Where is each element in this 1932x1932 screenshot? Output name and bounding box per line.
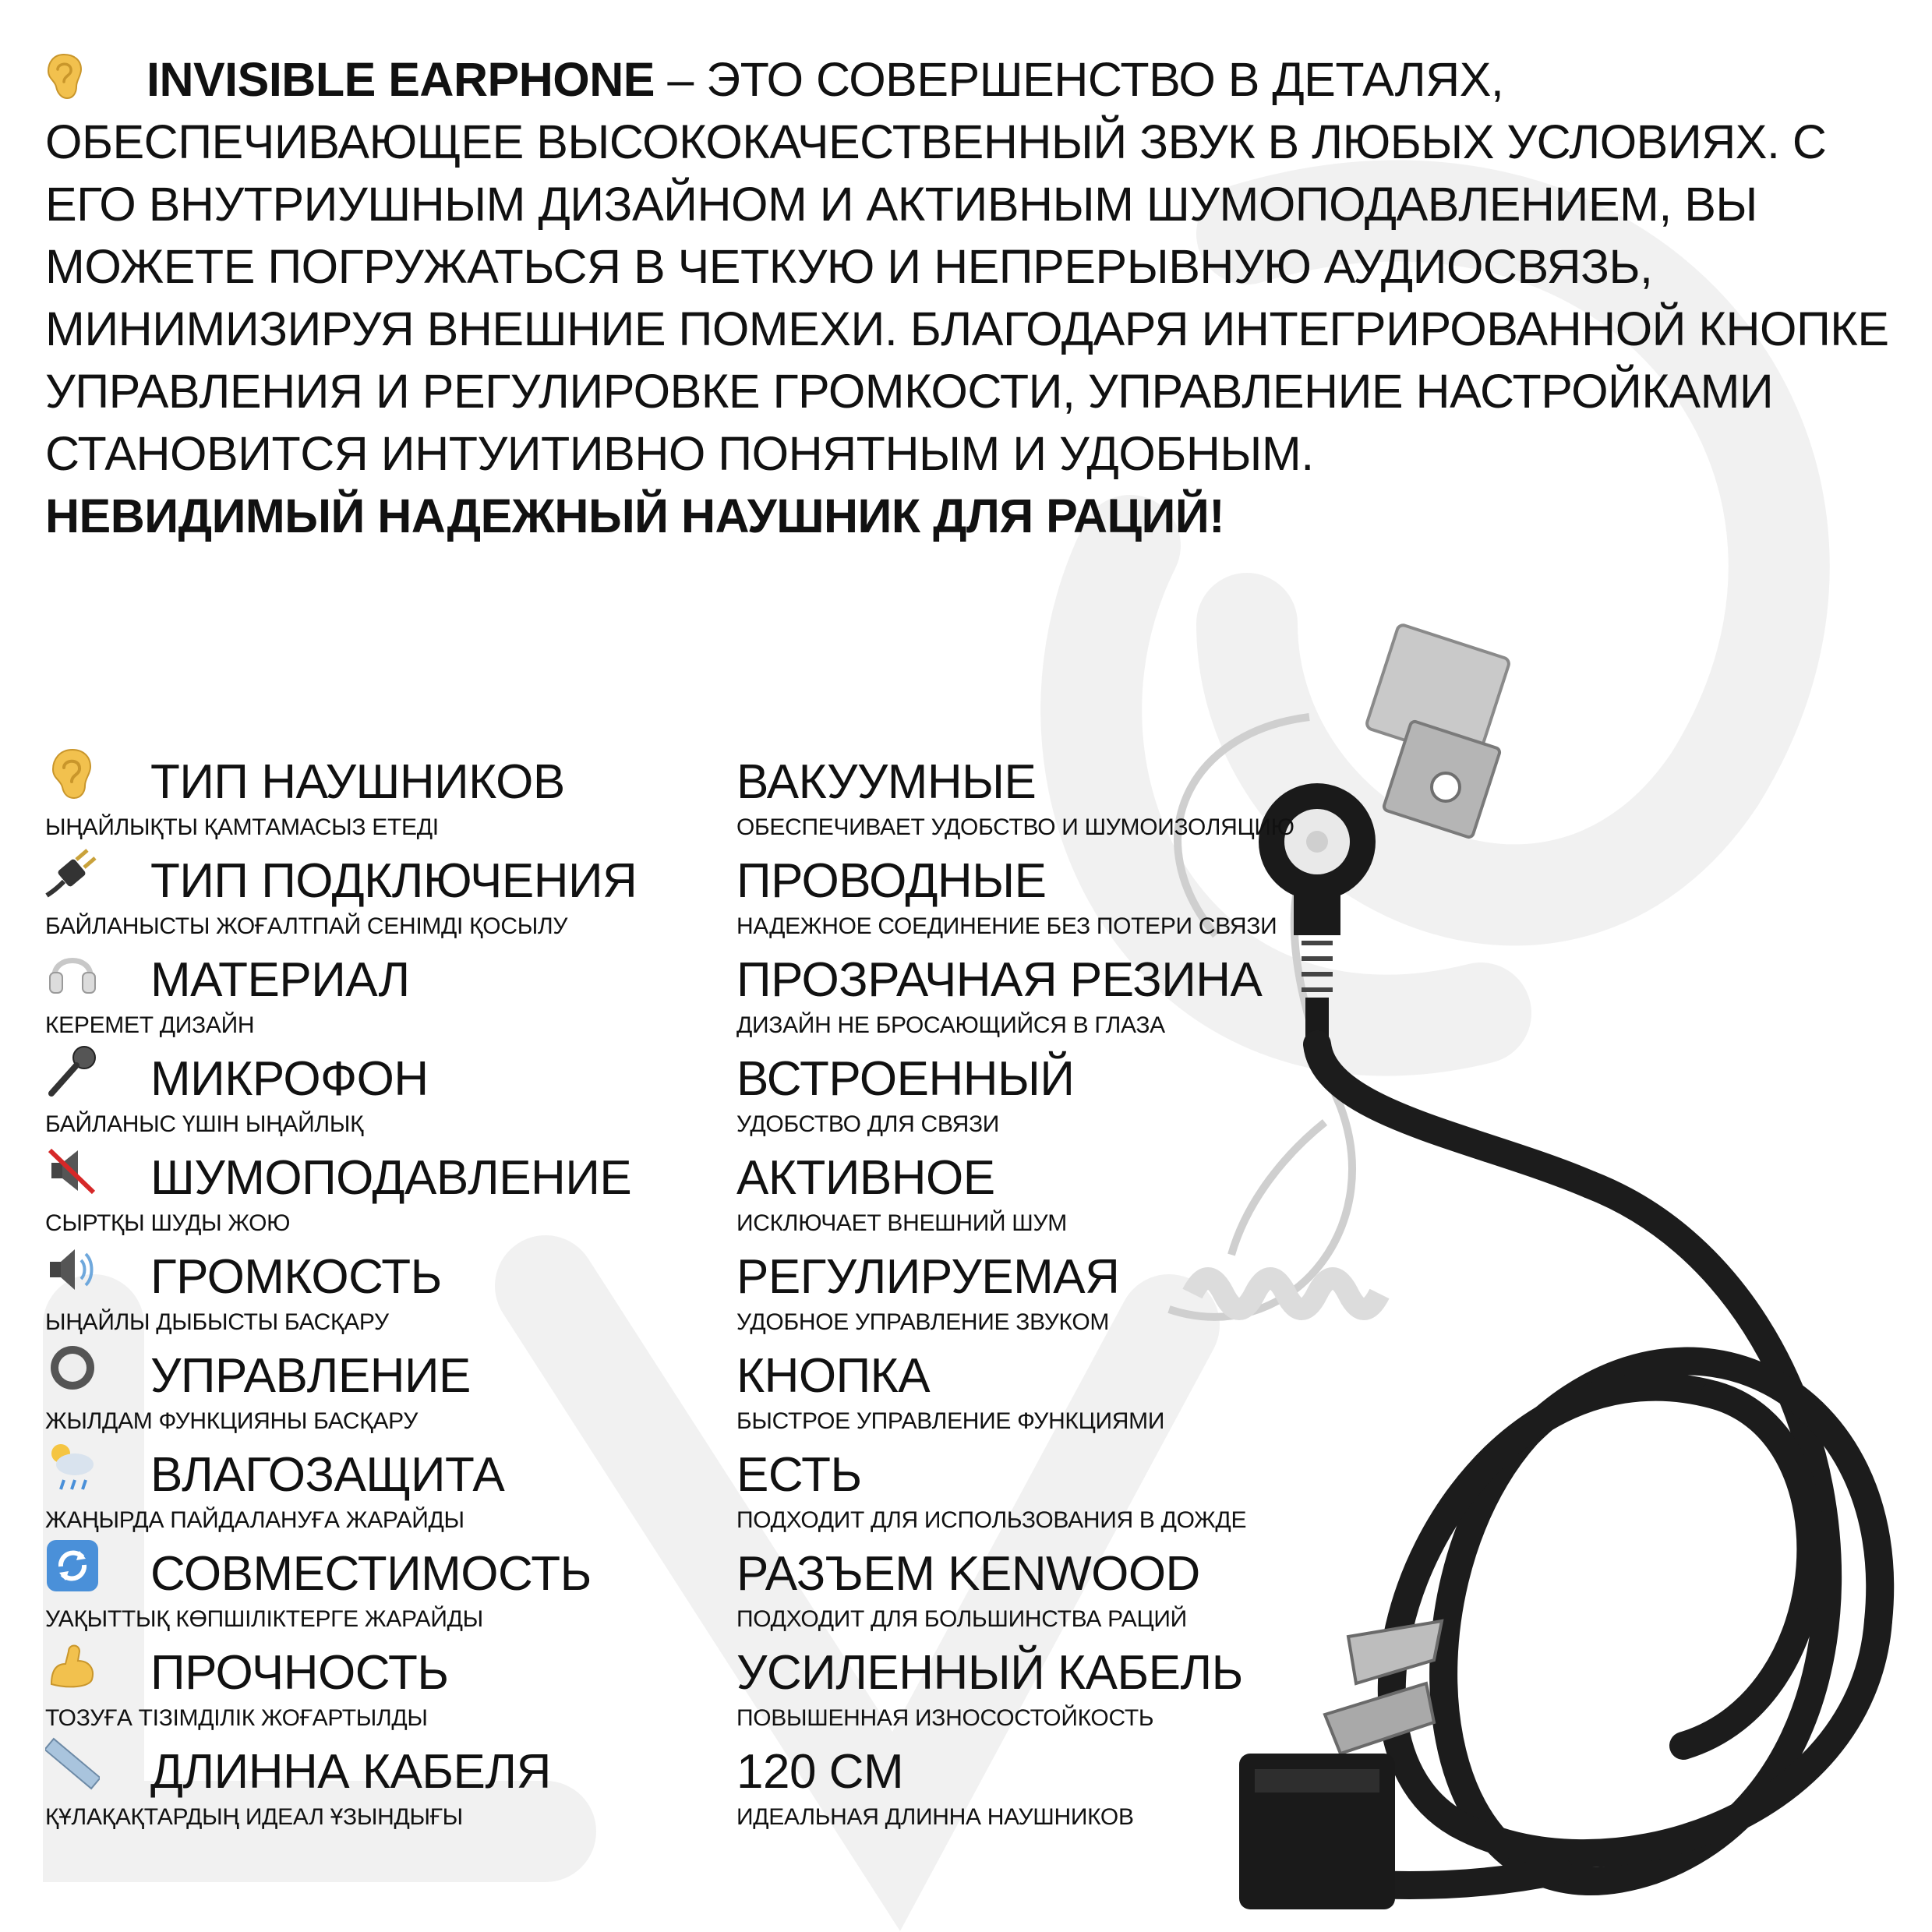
record-button-icon xyxy=(45,1340,100,1395)
spec-title: ТИП ПОДКЛЮЧЕНИЯ xyxy=(150,854,638,908)
spec-title: ГРОМКОСТЬ xyxy=(150,1250,442,1304)
ruler-icon xyxy=(45,1736,100,1791)
spec-subtitle: БАЙЛАНЫСТЫ ЖОҒАЛТПАЙ СЕНІМДІ ҚОСЫЛУ xyxy=(45,913,568,939)
spec-value-description: ОБЕСПЕЧИВАЕТ УДОБСТВО И ШУМОИЗОЛЯЦИЮ xyxy=(736,814,1294,840)
spec-row-cable-length xyxy=(45,1736,1682,1835)
spec-title: ВЛАГОЗАЩИТА xyxy=(150,1448,505,1502)
spec-title: МИКРОФОН xyxy=(150,1052,429,1106)
spec-value-description: ИДЕАЛЬНАЯ ДЛИННА НАУШНИКОВ xyxy=(736,1804,1134,1830)
spec-subtitle: ЫҢАЙЛЫ ДЫБЫСТЫ БАСҚАРУ xyxy=(45,1309,389,1335)
spec-value: РЕГУЛИРУЕМАЯ xyxy=(736,1250,1120,1304)
spec-value-description: УДОБСТВО ДЛЯ СВЯЗИ xyxy=(736,1111,1000,1137)
spec-title: ПРОЧНОСТЬ xyxy=(150,1646,449,1700)
spec-value: ЕСТЬ xyxy=(736,1448,862,1502)
spec-subtitle: КЕРЕМЕТ ДИЗАЙН xyxy=(45,1012,255,1038)
headphones-icon xyxy=(45,945,100,999)
spec-title: УПРАВЛЕНИЕ xyxy=(150,1349,471,1403)
spec-row-earphone-type xyxy=(45,747,1682,846)
intro-tagline: НЕВИДИМЫЙ НАДЕЖНЫЙ НАУШНИК ДЛЯ РАЦИЙ! xyxy=(45,489,1225,542)
refresh-icon xyxy=(45,1538,100,1593)
spec-title: СОВМЕСТИМОСТЬ xyxy=(150,1547,592,1601)
spec-row-compatibility xyxy=(45,1538,1682,1637)
spec-row-volume xyxy=(45,1241,1682,1340)
spec-value-description: ПОВЫШЕННАЯ ИЗНОСОСТОЙКОСТЬ xyxy=(736,1705,1154,1731)
ear-icon xyxy=(45,52,83,101)
spec-subtitle: БАЙЛАНЫС ҮШІН ЫҢАЙЛЫҚ xyxy=(45,1111,364,1137)
spec-subtitle: УАҚЫТТЫҚ КӨПШІЛІКТЕРГЕ ЖАРАЙДЫ xyxy=(45,1606,483,1632)
intro-text: – ЭТО СОВЕРШЕНСТВО В ДЕТАЛЯХ, ОБЕСПЕЧИВАЮЩЕЕ ВЫСОКОКАЧЕСТВЕННЫЙ ЗВУК В ЛЮБЫХ УСЛОВИЯХ. С ЕГО ВНУТРИУШНЫМ ДИЗАЙНОМ И АКТИВНЫМ ШУМОПОДАВЛЕНИЕМ, ВЫ МОЖЕТЕ ПОГРУЖАТЬСЯ В ЧЕТКУЮ И НЕПРЕРЫВНУЮ АУДИОСВЯЗЬ, МИНИМИЗИРУЯ ВНЕШНИЕ ПОМЕХИ. БЛАГОДАРЯ ИНТЕГРИРОВАННОЙ КНОПКЕ УПРАВЛЕНИЯ И РЕГУЛИРОВКЕ ГРОМКОСТИ, УПРАВЛЕНИЕ НАСТРОЙКАМИ СТАНОВИТСЯ ИНТУИТИВНО ПОНЯТНЫМ И УДОБНЫМ. xyxy=(45,53,1889,480)
spec-value: ПРОЗРАЧНАЯ РЕЗИНА xyxy=(736,953,1263,1007)
spec-row-control xyxy=(45,1340,1682,1439)
brand-name: INVISIBLE EARPHONE xyxy=(147,53,655,106)
spec-subtitle: ТОЗУҒА ТІЗІМДІЛІК ЖОҒАРТЫЛДЫ xyxy=(45,1705,428,1731)
speaker-icon xyxy=(45,1241,100,1296)
spec-title: ШУМОПОДАВЛЕНИЕ xyxy=(150,1151,632,1205)
spec-subtitle: ЖАҢЫРДА ПАЙДАЛАНУҒА ЖАРАЙДЫ xyxy=(45,1507,464,1533)
spec-subtitle: ЖЫЛДАМ ФУНКЦИЯНЫ БАСҚАРУ xyxy=(45,1408,418,1434)
spec-row-noise-cancelling xyxy=(45,1143,1682,1241)
plug-icon xyxy=(45,846,100,900)
spec-value: КНОПКА xyxy=(736,1349,931,1403)
muted-speaker-icon xyxy=(45,1143,100,1197)
flexed-biceps-icon xyxy=(45,1637,100,1692)
spec-value: УСИЛЕННЫЙ КАБЕЛЬ xyxy=(736,1646,1243,1700)
spec-row-microphone xyxy=(45,1044,1682,1143)
spec-value: ВАКУУМНЫЕ xyxy=(736,755,1037,809)
spec-row-connection-type xyxy=(45,846,1682,945)
spec-value-description: ДИЗАЙН НЕ БРОСАЮЩИЙСЯ В ГЛАЗА xyxy=(736,1012,1165,1038)
spec-row-water-protection xyxy=(45,1439,1682,1538)
spec-list xyxy=(45,747,1682,1835)
ear-icon xyxy=(45,747,100,801)
spec-row-material xyxy=(45,945,1682,1044)
spec-subtitle: ҚҰЛАҚАҚТАРДЫҢ ИДЕАЛ ҰЗЫНДЫҒЫ xyxy=(45,1804,463,1830)
spec-value-description: БЫСТРОЕ УПРАВЛЕНИЕ ФУНКЦИЯМИ xyxy=(736,1408,1165,1434)
spec-value: АКТИВНОЕ xyxy=(736,1151,995,1205)
spec-value-description: ПОДХОДИТ ДЛЯ ИСПОЛЬЗОВАНИЯ В ДОЖДЕ xyxy=(736,1507,1247,1533)
spec-title: ДЛИННА КАБЕЛЯ xyxy=(150,1745,551,1799)
spec-value: РАЗЪЕМ KENWOOD xyxy=(736,1547,1200,1601)
rain-cloud-icon xyxy=(45,1439,100,1494)
spec-title: МАТЕРИАЛ xyxy=(150,953,410,1007)
spec-value-description: ПОДХОДИТ ДЛЯ БОЛЬШИНСТВА РАЦИЙ xyxy=(736,1606,1187,1632)
spec-value-description: УДОБНОЕ УПРАВЛЕНИЕ ЗВУКОМ xyxy=(736,1309,1110,1335)
spec-title: ТИП НАУШНИКОВ xyxy=(150,755,565,809)
microphone-icon xyxy=(45,1044,100,1098)
spec-row-durability xyxy=(45,1637,1682,1736)
spec-value: ПРОВОДНЫЕ xyxy=(736,854,1047,908)
intro-paragraph xyxy=(45,48,1908,547)
spec-value: ВСТРОЕННЫЙ xyxy=(736,1052,1075,1106)
spec-subtitle: СЫРТҚЫ ШУДЫ ЖОЮ xyxy=(45,1210,291,1236)
spec-value-description: ИСКЛЮЧАЕТ ВНЕШНИЙ ШУМ xyxy=(736,1210,1067,1236)
spec-subtitle: ЫҢАЙЛЫҚТЫ ҚАМТАМАСЫЗ ЕТЕДІ xyxy=(45,814,439,840)
spec-value: 120 CM xyxy=(736,1745,904,1799)
spec-value-description: НАДЕЖНОЕ СОЕДИНЕНИЕ БЕЗ ПОТЕРИ СВЯЗИ xyxy=(736,913,1277,939)
